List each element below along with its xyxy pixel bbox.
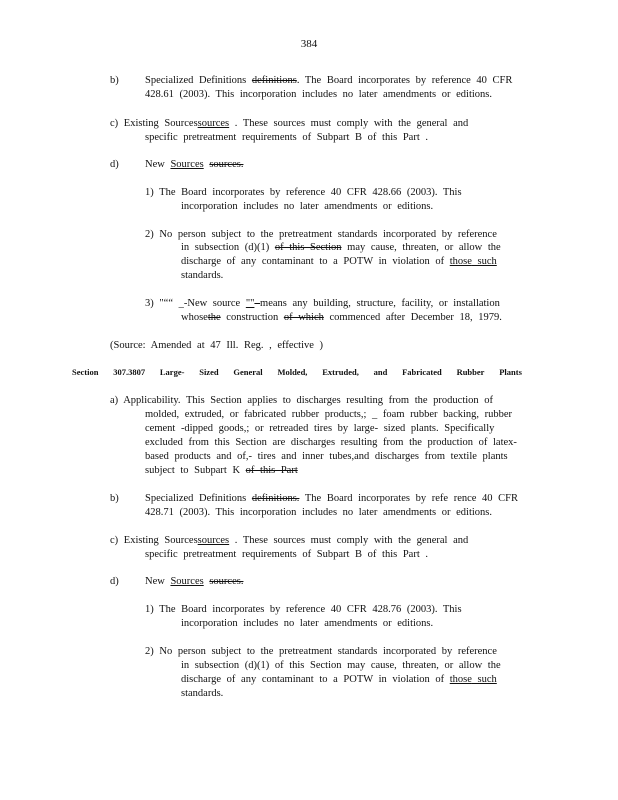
item-a-text-l3: cement -dipped goods,; or retreaded tires by large- sized plants. Specifically	[145, 423, 495, 434]
section-heading-word: Rubber	[456, 367, 485, 377]
section-heading-word: Fabricated	[402, 367, 442, 377]
item-c-text-l2: specific pretreatment requirements of Subpart B of this Part .	[145, 132, 429, 143]
item-a-text-l4: excluded from this Section are discharges resulting from the production of latex-	[145, 437, 517, 448]
section-heading-word: and	[373, 367, 388, 377]
item-b-text: Specialized Definitions definitions. The Board incorporates by reference 40 CFR	[145, 75, 513, 86]
section-heading-word: General	[233, 367, 263, 377]
item-b2-label: b)	[110, 493, 119, 504]
item-c2-text-l2: specific pretreatment requirements of Subpart B of this Part .	[145, 549, 429, 560]
item-c-text: c) Existing Sourcessources . These sources must comply with the general and	[110, 118, 469, 129]
page-number: 384	[300, 38, 318, 50]
item-a-text-l5: based products and of,- tires and inner tubes,and discharges from textile plants	[145, 451, 508, 462]
item-d2-text-l3: discharge of any contaminant to a POTW in violation of those such	[181, 256, 497, 267]
item-a-text-l2: molded, extruded, or fabricated rubber products,; _ foam rubber backing, rubber	[145, 409, 513, 420]
item-b-text-l2: 428.61 (2003). This incorporation includes no later amendments or editions.	[145, 89, 492, 100]
item-d6-text-l4: standards.	[181, 688, 224, 699]
item-d2-text-l2: in subsection (d)(1) of this Section may cause, threaten, or allow the	[181, 242, 501, 253]
section-heading-word: Molded,	[277, 367, 308, 377]
section-heading-word: Sized	[199, 367, 219, 377]
item-d2-text-l4: standards.	[181, 270, 224, 281]
section-heading-word: Extruded,	[322, 367, 359, 377]
item-d1-text-l2: incorporation includes no later amendments or editions.	[181, 201, 434, 212]
item-b2-text: Specialized Definitions definitions. The Board incorporates by refe rence 40 CFR	[145, 493, 519, 504]
item-d-text: New Sources sources.	[145, 159, 244, 170]
item-d5-text: 1) The Board incorporates by reference 40 CFR 428.76 (2003). This	[145, 604, 462, 615]
item-d2-text: 2) No person subject to the pretreatment standards incorporated by reference	[145, 229, 497, 240]
item-d4-text: New Sources sources.	[145, 576, 244, 587]
item-d3-text: 3) "““ _-New source "" means any building, structure, facility, or installation	[145, 298, 500, 309]
item-d-label: d)	[110, 159, 119, 170]
item-d6-text-l3: discharge of any contaminant to a POTW in violation of those such	[181, 674, 497, 685]
item-b2-text-l2: 428.71 (2003). This incorporation includes no later amendments or editions.	[145, 507, 492, 518]
item-a-text-l6: subject to Subpart K of this Part	[145, 465, 298, 476]
item-b-label: b)	[110, 75, 119, 86]
source-note: (Source: Amended at 47 Ill. Reg. , effective )	[110, 340, 324, 351]
section-heading-word: 307.3807	[113, 367, 146, 377]
item-d3-text-l2: whosethe construction of which commenced after December 18, 1979.	[181, 312, 502, 323]
item-d5-text-l2: incorporation includes no later amendments or editions.	[181, 618, 434, 629]
section-heading-word: Large-	[159, 367, 185, 377]
item-c2-text: c) Existing Sourcessources . These sources must comply with the general and	[110, 535, 469, 546]
section-heading	[72, 367, 522, 377]
item-d1-text: 1) The Board incorporates by reference 40 CFR 428.66 (2003). This	[145, 187, 462, 198]
section-heading-word: Section	[72, 367, 99, 377]
section-heading-word: Plants	[499, 367, 522, 377]
item-a-text: a) Applicability. This Section applies to discharges resulting from the production of	[110, 395, 494, 406]
item-d6-text: 2) No person subject to the pretreatment standards incorporated by reference	[145, 646, 497, 657]
item-d6-text-l2: in subsection (d)(1) of this Section may cause, threaten, or allow the	[181, 660, 501, 671]
item-d4-label: d)	[110, 576, 119, 587]
